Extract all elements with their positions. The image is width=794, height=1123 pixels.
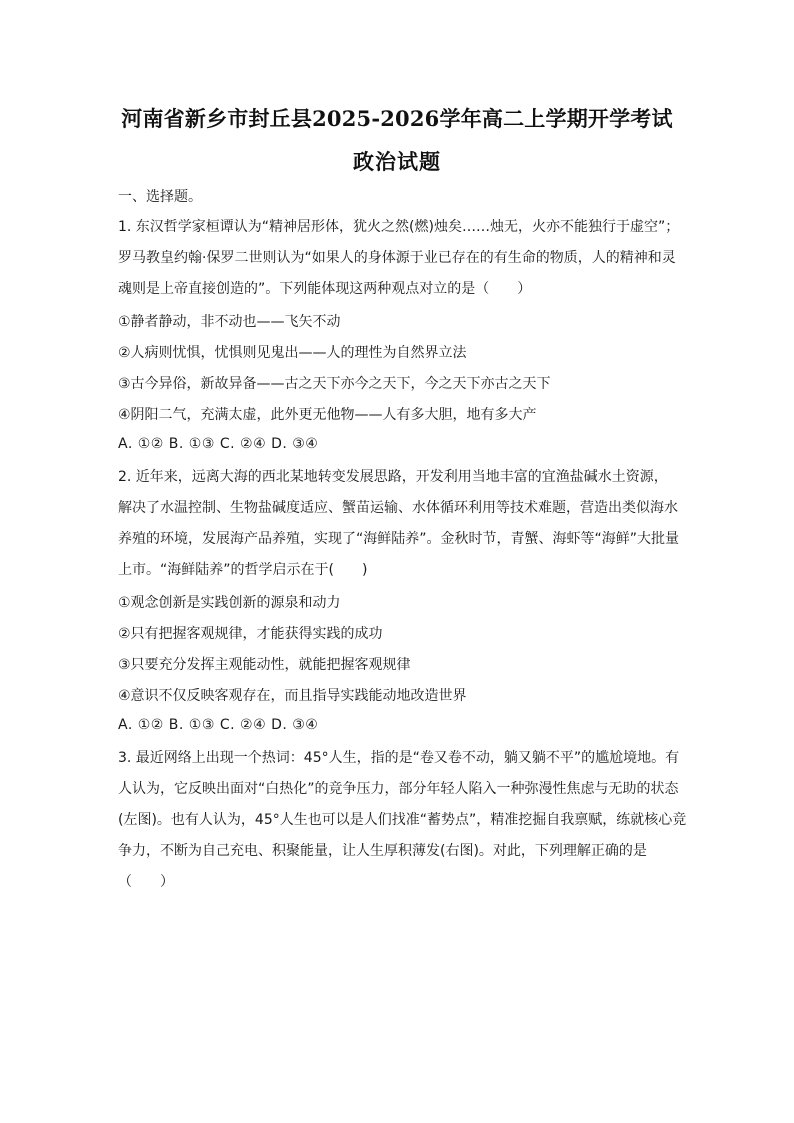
q2-stem-line: 解决了水温控制、生物盐碱度适应、蟹苗运输、水体循环利用等技术难题，营造出类似海水: [118, 500, 678, 516]
q3-stem-line: 人认为，它反映出面对“白热化”的竞争压力，部分年轻人陷入一种弥漫性焦虑与无助的状态: [118, 781, 679, 797]
section-heading: 一、选择题。: [118, 189, 202, 205]
q1-stem-line: 魂则是上帝直接创造的”。下列能体现这两种观点对立的是（ ）: [118, 281, 532, 297]
q2-stem-line: 养殖的环境，发展海产品养殖，实现了“海鲜陆养”。金秋时节，青蟹、海虾等“海鲜”大批量: [118, 531, 680, 547]
exam-subtitle: 政治试题: [353, 149, 441, 174]
q2-options: A. ①② B. ①③ C. ②④ D. ③④: [118, 717, 319, 733]
q2-stem-line: 2. 近年来，远离大海的西北某地转变发展思路，开发利用当地丰富的宜渔盐碱水土资源，: [118, 469, 668, 485]
q1-item: ③古今异俗，新故异备——古之天下亦今之天下，今之天下亦古之天下: [118, 376, 551, 392]
q1-item: ②人病则忧惧，忧惧则见鬼出——人的理性为自然界立法: [118, 345, 467, 361]
q2-item: ④意识不仅反映客观存在，而且指导实践能动地改造世界: [118, 688, 467, 704]
q1-item: ①静者静动，非不动也——飞矢不动: [118, 314, 341, 330]
q3-stem-line: 争力，不断为自己充电、积聚能量，让人生厚积薄发(右图)。对此，下列理解正确的是: [118, 843, 647, 859]
q3-stem-line: (左图)。也有人认为，45°人生也可以是人们找准“蓄势点”，精准挖掘自我禀赋，练就核心竞: [118, 812, 687, 828]
q1-item: ④阴阳二气，充满太虚，此外更无他物——人有多大胆，地有多大产: [118, 407, 537, 423]
q2-item: ①观念创新是实践创新的源泉和动力: [118, 595, 341, 611]
exam-title: 河南省新乡市封丘县2025-2026学年高二上学期开学考试: [121, 106, 673, 131]
q3-stem-line: 3. 最近网络上出现一个热词：45°人生，指的是“卷又卷不动，躺又躺不平”的尴尬境地。有: [118, 750, 680, 766]
q1-options: A. ①② B. ①③ C. ②④ D. ③④: [118, 436, 319, 452]
q2-item: ③只要充分发挥主观能动性，就能把握客观规律: [118, 657, 411, 673]
q3-stem-line: （ ）: [118, 874, 174, 890]
q2-stem-line: 上市。“海鲜陆养”的哲学启示在于( ): [118, 562, 368, 578]
q2-item: ②只有把握客观规律，才能获得实践的成功: [118, 626, 383, 642]
q1-stem-line: 罗马教皇约翰·保罗二世则认为“如果人的身体源于业已存在的有生命的物质，人的精神和灵: [118, 250, 676, 266]
q1-stem-line: 1. 东汉哲学家桓谭认为“精神居形体，犹火之然(燃)烛矣……烛无，火亦不能独行于虚空”；: [118, 219, 680, 235]
